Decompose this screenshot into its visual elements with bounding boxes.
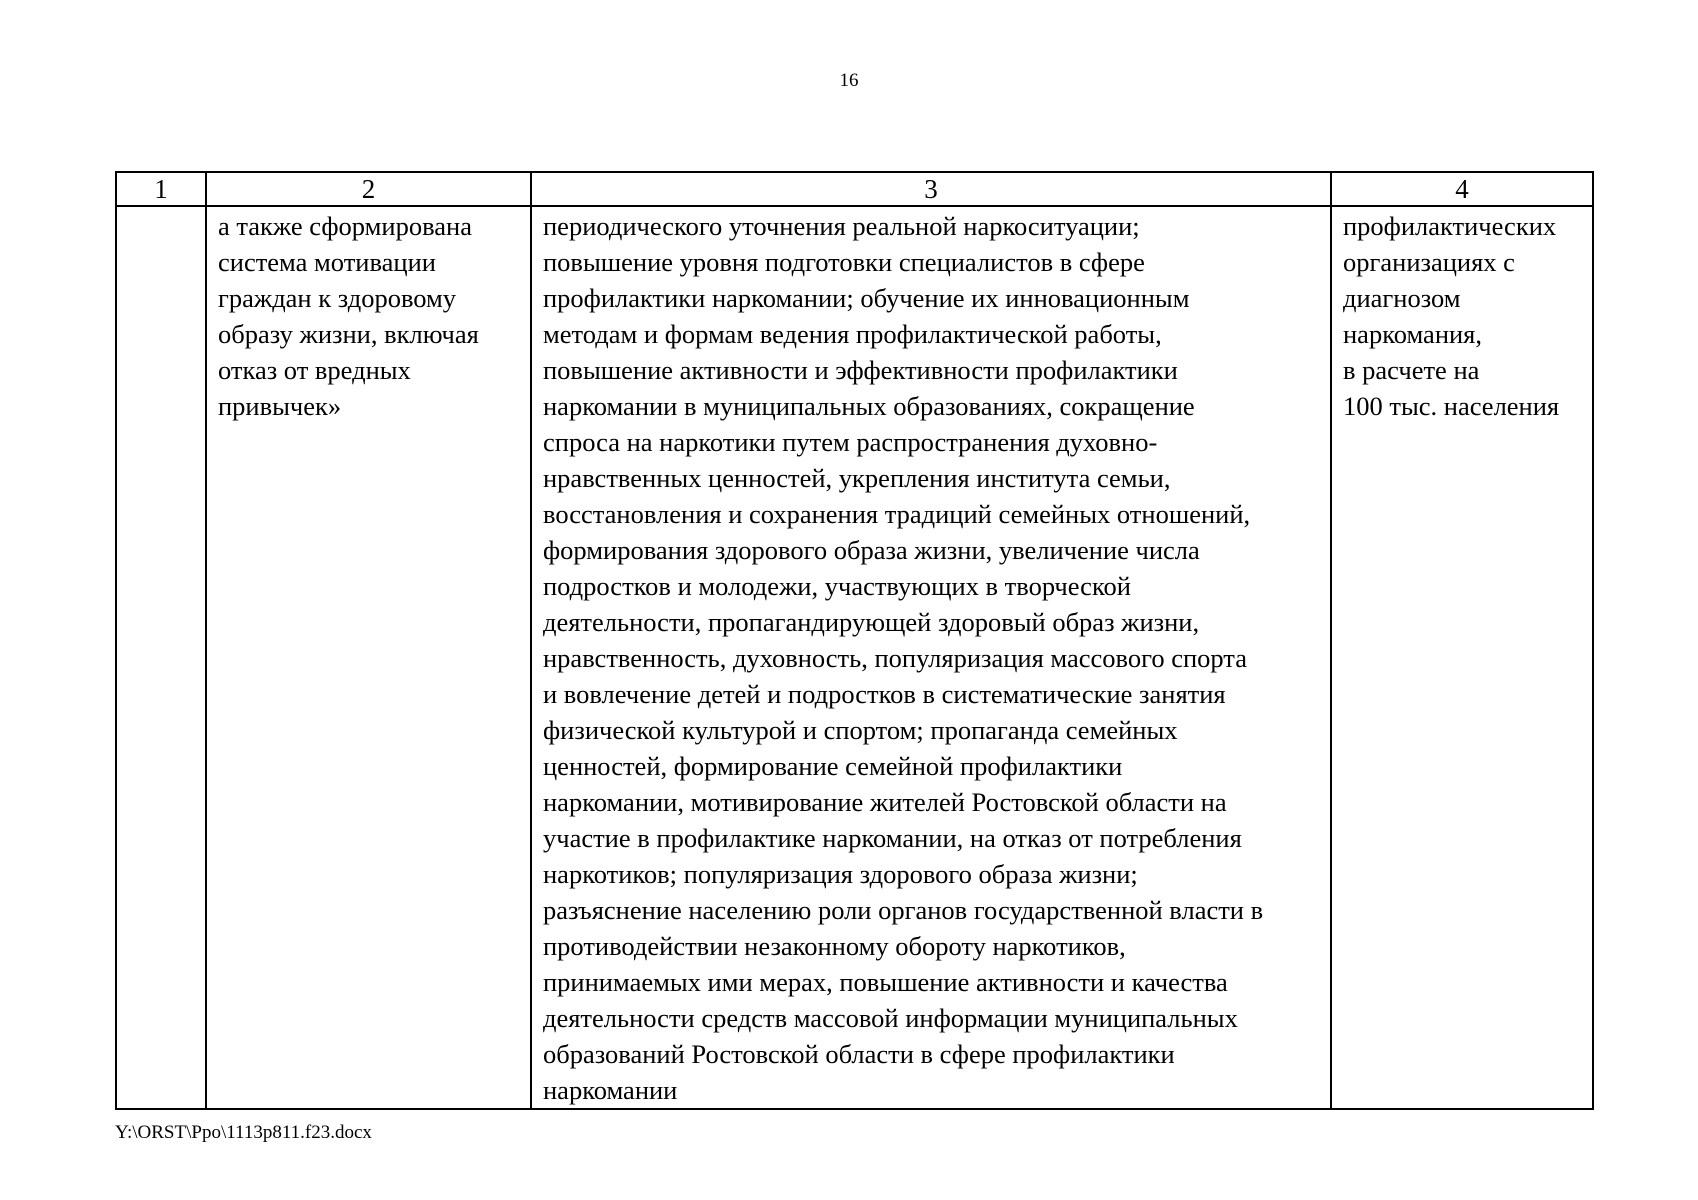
file-path-footer: Y:\ORST\Ppo\1113p811.f23.docx [115, 1122, 372, 1143]
cell-text-line: в расчете на [1343, 355, 1480, 385]
cell-text-line: физической культурой и спортом; пропаганда семейных [543, 715, 1178, 745]
header-row [116, 172, 1593, 206]
cell-text-line: методам и формам ведения профилактической работы, [543, 319, 1162, 349]
cell-text-line: наркотиков; популяризация здорового образа жизни; [543, 859, 1138, 889]
cell-text-line: а также сформирована [218, 211, 472, 241]
cell-text-line: периодического уточнения реальной наркоситуации; [543, 211, 1140, 241]
cell-text-line: наркомания, [1343, 319, 1482, 349]
cell-text-line: и вовлечение детей и подростков в систематические занятия [543, 679, 1226, 709]
cell-text-line: восстановления и сохранения традиций семейных отношений, [543, 499, 1251, 529]
cell-text-line: участие в профилактике наркомании, на отказ от потребления [543, 823, 1242, 853]
cell-text-line: система мотивации [218, 247, 436, 277]
cell-text-line: ценностей, формирование семейной профилактики [543, 751, 1123, 781]
cell-text-line: наркомании в муниципальных образованиях, сокращение [543, 391, 1195, 421]
cell-text-line: образований Ростовской области в сфере профилактики [543, 1039, 1175, 1069]
cell-text-line: противодействии незаконному обороту наркотиков, [543, 931, 1126, 961]
cell-text-line: нравственных ценностей, укрепления института семьи, [543, 463, 1171, 493]
header-col-3: 3 [531, 172, 1331, 206]
cell-text-line: привычек» [218, 391, 342, 421]
cell-col-3 [531, 206, 1331, 1109]
cell-text-line: образу жизни, включая [218, 319, 479, 349]
cell-text-line: профилактических [1343, 211, 1557, 241]
cell-text-line: подростков и молодежи, участвующих в творческой [543, 571, 1131, 601]
cell-text-line: спроса на наркотики путем распространения духовно- [543, 427, 1158, 457]
cell-text-line: деятельности средств массовой информации муниципальных [543, 1003, 1238, 1033]
document-table [115, 171, 1594, 1110]
cell-text-line: повышение уровня подготовки специалистов в сфере [543, 247, 1145, 277]
header-col-2: 2 [206, 172, 531, 206]
cell-text-line: организациях с [1343, 247, 1515, 277]
cell-text-line: 100 тыс. населения [1343, 391, 1560, 421]
header-col-4: 4 [1331, 172, 1593, 206]
cell-text-line: повышение активности и эффективности профилактики [543, 355, 1178, 385]
cell-text-line: наркомании [543, 1075, 678, 1105]
cell-text-line: разъяснение населению роли органов государственной власти в [543, 895, 1264, 925]
cell-text-line: отказ от вредных [218, 355, 411, 385]
cell-text-line: граждан к здоровому [218, 283, 457, 313]
cell-text-line: формирования здорового образа жизни, увеличение числа [543, 535, 1200, 565]
header-col-1: 1 [116, 172, 206, 206]
cell-text-line: профилактики наркомании; обучение их инновационным [543, 283, 1190, 313]
cell-text-line: деятельности, пропагандирующей здоровый образ жизни, [543, 607, 1200, 637]
cell-col-1 [116, 206, 206, 1109]
cell-text-line: нравственность, духовность, популяризация массового спорта [543, 643, 1247, 673]
table-row [116, 206, 1593, 1109]
cell-text-line: принимаемых ими мерах, повышение активности и качества [543, 967, 1228, 997]
cell-text-line: диагнозом [1343, 283, 1461, 313]
cell-col-4 [1331, 206, 1593, 1109]
cell-col-2 [206, 206, 531, 1109]
cell-text-line: наркомании, мотивирование жителей Ростовской области на [543, 787, 1227, 817]
page-number: 16 [839, 70, 859, 91]
